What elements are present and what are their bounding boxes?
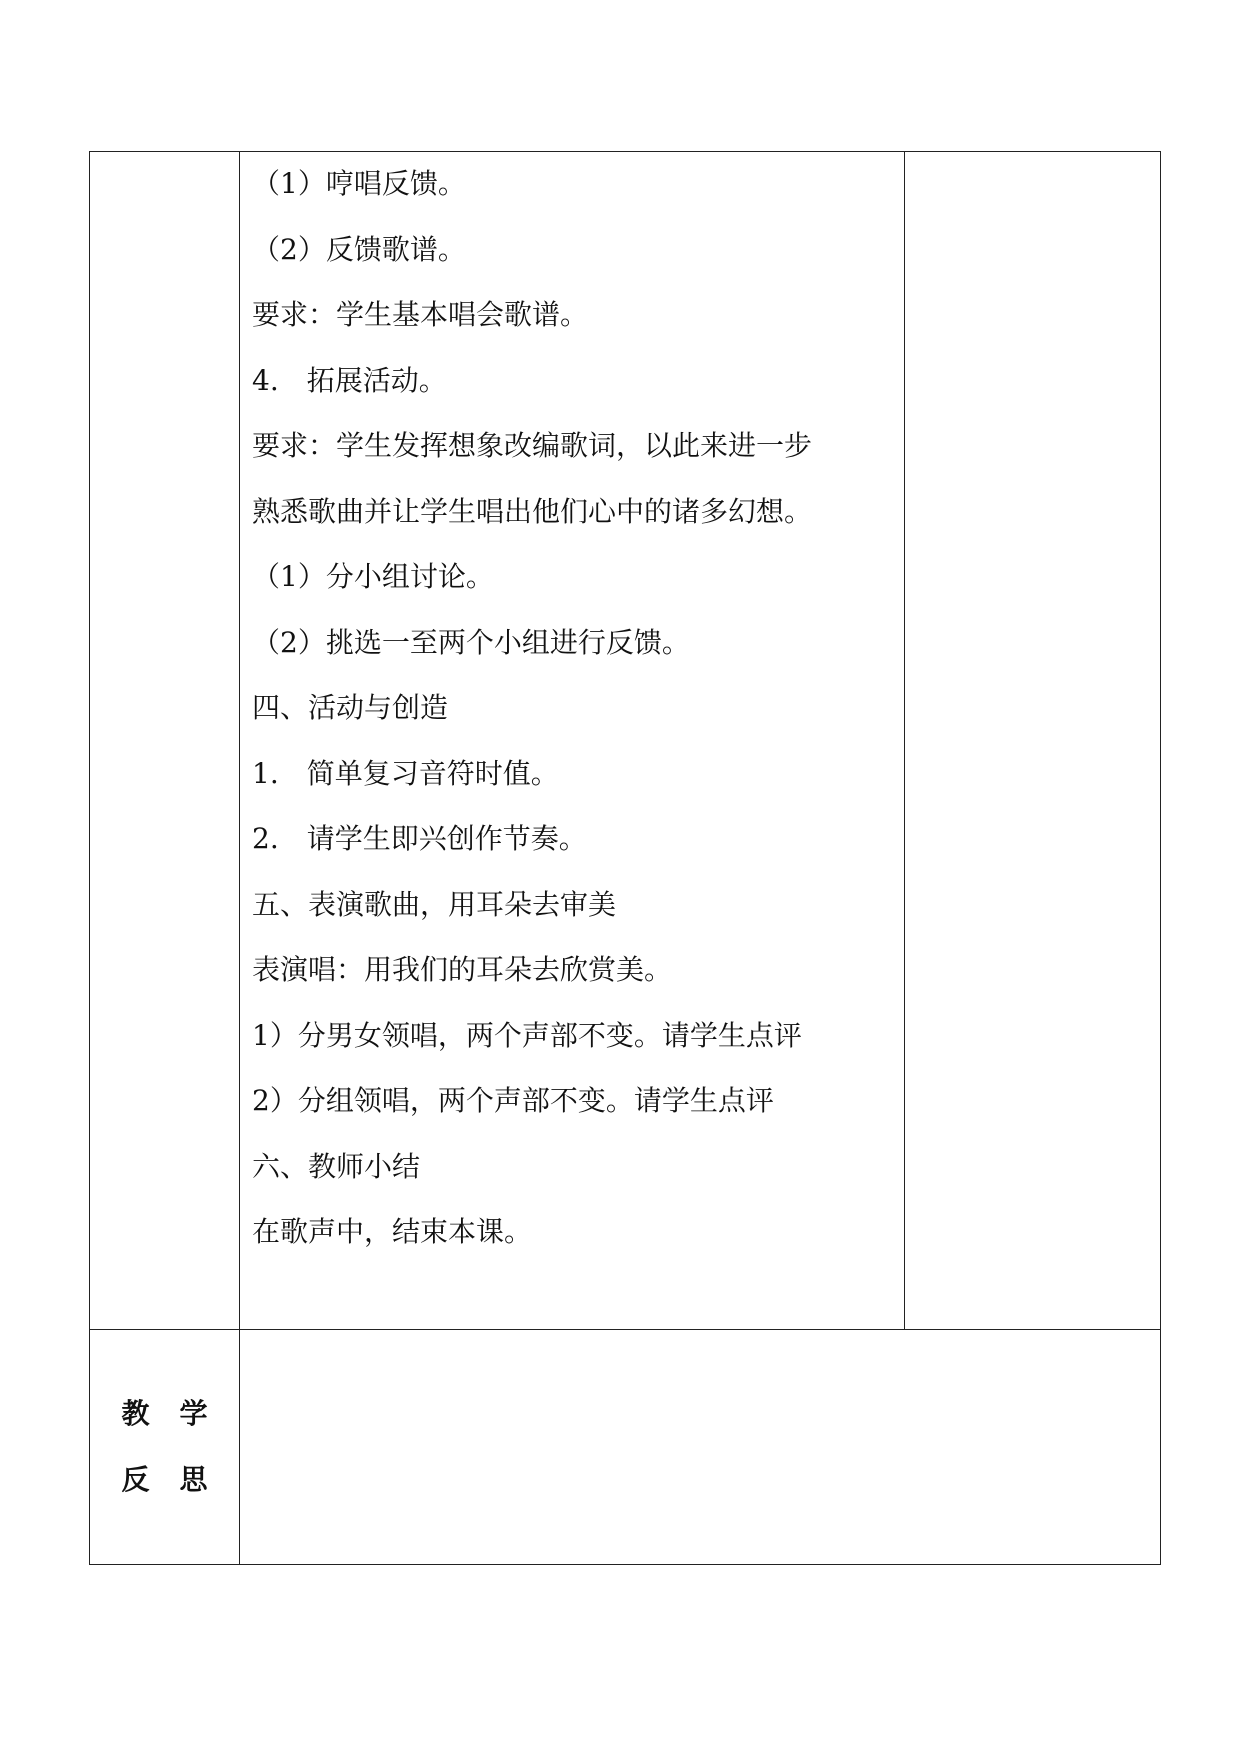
reflection-label-line1: 教学 <box>121 1397 238 1430</box>
content-line: （2）挑选一至两个小组进行反馈。 <box>252 625 690 659</box>
reflection-row <box>90 1330 1161 1565</box>
reflection-label-cell <box>90 1330 240 1565</box>
label-cell-empty <box>90 152 240 1330</box>
content-line: 要求：学生基本唱会歌谱。 <box>252 298 589 331</box>
content-line: 2）分组领唱，两个声部不变。请学生点评 <box>252 1084 774 1117</box>
content-line: 五、表演歌曲，用耳朵去审美 <box>252 887 617 921</box>
content-line: （1）哼唱反馈。 <box>252 167 466 200</box>
reflection-label-line2: 反思 <box>121 1463 238 1496</box>
content-line: 2. 请学生即兴创作节奏。 <box>252 822 587 855</box>
content-line: 4. 拓展活动。 <box>252 363 447 397</box>
content-line: 六、教师小结 <box>252 1149 421 1183</box>
content-line: （1）分小组讨论。 <box>252 560 494 593</box>
reflection-content-cell <box>240 1330 1161 1565</box>
notes-cell-empty <box>905 152 1161 1330</box>
content-line: 四、活动与创造 <box>252 691 449 724</box>
content-line: 要求：学生发挥想象改编歌词，以此来进一步 <box>252 429 813 462</box>
content-line: 1. 简单复习音符时值。 <box>252 756 559 790</box>
content-line: 1）分男女领唱，两个声部不变。请学生点评 <box>252 1018 802 1052</box>
procedure-row <box>90 152 1161 1330</box>
lesson-plan-table <box>89 151 1161 1565</box>
content-line: 在歌声中，结束本课。 <box>252 1215 533 1248</box>
content-line: 表演唱：用我们的耳朵去欣赏美。 <box>252 953 673 986</box>
content-line: 熟悉歌曲并让学生唱出他们心中的诸多幻想。 <box>252 494 813 528</box>
procedure-content-cell <box>240 152 905 1330</box>
content-line: （2）反馈歌谱。 <box>252 232 466 266</box>
